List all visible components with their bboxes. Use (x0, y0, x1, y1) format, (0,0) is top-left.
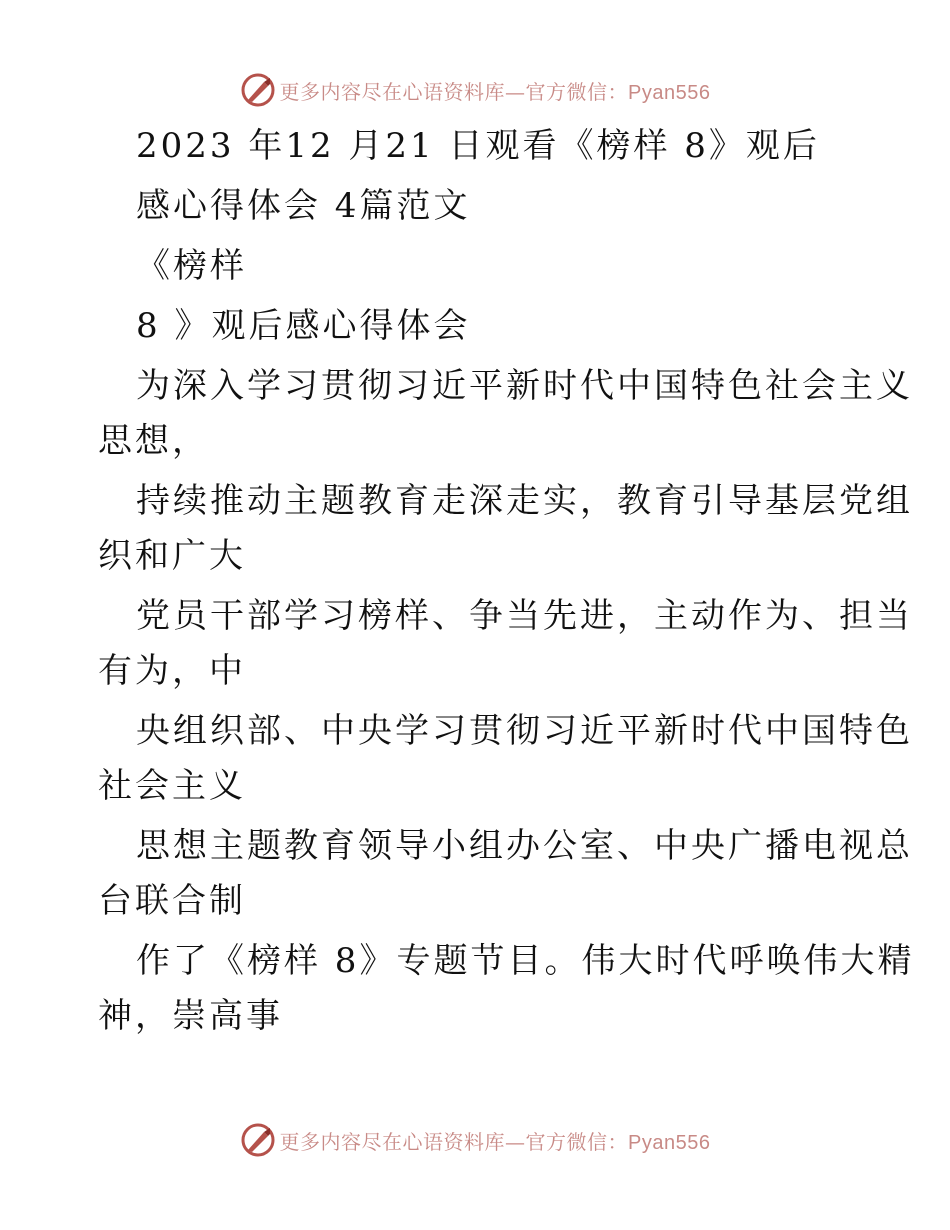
paragraph-line: 思想主题教育领导小组办公室、中央广播电视总 (136, 826, 913, 866)
pen-nib-logo-icon (240, 1122, 276, 1158)
paragraph-line: 党员干部学习榜样、争当先进，主动作为、担当 (136, 596, 913, 636)
paragraph-line: 央组织部、中央学习贯彻习近平新时代中国特色 (136, 711, 913, 751)
watermark-label: 更多内容尽在心语资料库—官方微信： (279, 1129, 629, 1154)
watermark-wechat-id: Pyan556 (628, 81, 711, 104)
watermark-label: 更多内容尽在心语资料库—官方微信： (279, 79, 629, 104)
paragraph-line: 台联合制 (98, 881, 246, 921)
footer-watermark (0, 1120, 950, 1160)
paragraph-line: 为深入学习贯彻习近平新时代中国特色社会主义 (136, 366, 913, 406)
paragraph-line: 织和广大 (98, 536, 246, 576)
title-line-1: 2023 年12 月21 日观看《榜样 8》观后 (136, 126, 820, 166)
paragraph-line: 神，崇高事 (98, 996, 283, 1036)
paragraph-line: 作了《榜样 8》专题节目。伟大时代呼唤伟大精 (136, 941, 915, 981)
watermark-group (240, 72, 711, 108)
title-line-2: 感心得体会 4篇范文 (136, 186, 471, 226)
paragraph-line: 社会主义 (98, 766, 246, 806)
watermark-wechat-id: Pyan556 (628, 1131, 711, 1154)
watermark-group (240, 1122, 711, 1158)
header-watermark (0, 70, 950, 110)
pen-nib-logo-icon (240, 72, 276, 108)
paragraph-line: 有为，中 (98, 651, 246, 691)
subtitle-line-2: 8 》观后感心得体会 (136, 306, 471, 346)
watermark-text (280, 76, 711, 105)
subtitle-line-1: 《榜样 (136, 246, 247, 286)
watermark-text (280, 1126, 711, 1155)
paragraph-line: 思想， (98, 421, 209, 461)
paragraph-line: 持续推动主题教育走深走实，教育引导基层党组 (136, 481, 913, 521)
